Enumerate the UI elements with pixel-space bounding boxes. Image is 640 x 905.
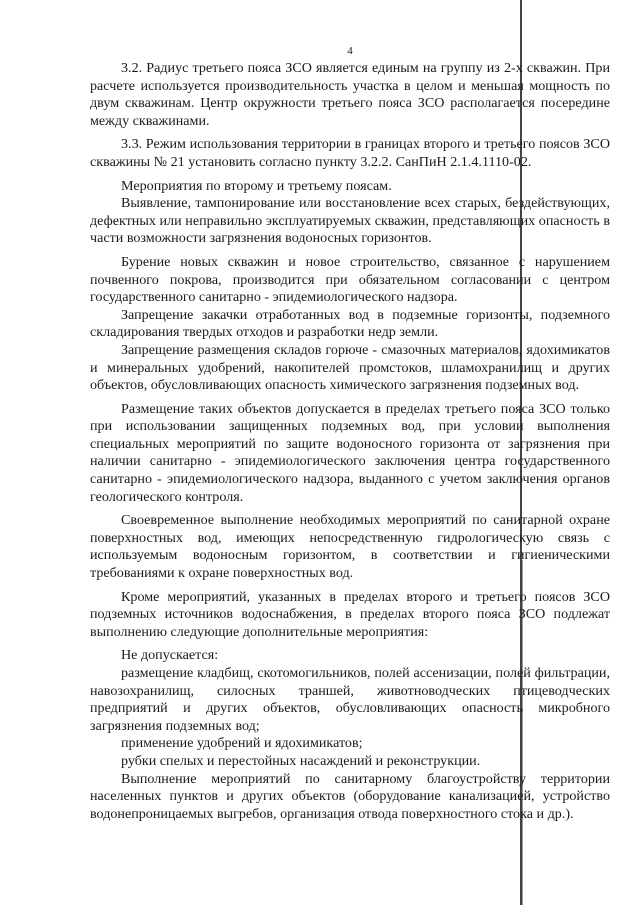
paragraph-3-3: 3.3. Режим использования территории в границах второго и третьего поясов ЗСО скважины № 21 установить согласно пункту 3.2.2. СанПиН 2.1.4.1110-02. [90,136,610,170]
paragraph-third-belt-objects: Размещение таких объектов допускается в пределах третьего пояса ЗСО только при использовании защищенных подземных вод, при условии выполнения специальных мероприятий по защите водоносного горизонта от загрязнения при наличии санитарно - эпидемиологического заключения центра государственного санитарно - эпидемиологического надзора, выданного с учетом заключения органов геологического контроля. [90,400,610,505]
paragraph-improvement: Выполнение мероприятий по санитарному благоустройству территории населенных пунктов и других объектов (оборудование канализацией, устройство водонепроницаемых выгребов, организация отвода поверхностного стока и др.). [90,770,610,822]
paragraph-injection-ban: Запрещение закачки отработанных вод в подземные горизонты, подземного складирования твердых отходов и разработки недр земли. [90,306,610,341]
paragraph-surface-water: Своевременное выполнение необходимых мероприятий по санитарной охране поверхностных вод, имеющих непосредственную гидрологическую связь с используемым водоносным горизонтом, в соответствии и гигиеническими требованиями к охране поверхностных вод. [90,512,610,582]
paragraph-3-2: 3.2. Радиус третьего пояса ЗСО является единым на группу из 2-х скважин. При расчете используется производительность участка в целом и меньшая мощность по двум скважинам. Центр окружности третьего пояса ЗСО располагается посередине между скважинами. [90,60,610,129]
paragraph-additional-measures: Кроме мероприятий, указанных в пределах второго и третьего поясов ЗСО подземных источников водоснабжения, в пределах второго пояса ЗСО подлежат выполнению следующие дополнительные мероприятия: [90,588,610,640]
paragraph-not-allowed: Не допускается: [121,647,219,664]
paragraph-wells-plugging: Выявление, тампонирование или восстановление всех старых, бездействующих, дефектных или неправильно эксплуатируемых скважин, представляющих опасность в части возможности загрязнения водоносных горизонтов. [90,195,610,247]
paragraph-placement-list: размещение кладбищ, скотомогильников, полей ассенизации, полей фильтрации, навозохранилищ, силосных траншей, животноводческих птицеводческих предприятий и других объектов, обусловливающих опасность микробного загрязнения подземных вод; [90,665,610,734]
paragraph-fertilizers: применение удобрений и ядохимикатов; [121,735,363,752]
paragraph-drilling: Бурение новых скважин и новое строительство, связанное с нарушением почвенного покрова, производится при обязательном согласовании с центром государственного санитарно - эпидемиологического надзора. [90,253,610,306]
paragraph-storage-ban: Запрещение размещения складов горюче - смазочных материалов, ядохимикатов и минеральных удобрений, накопителей промстоков, шламохранилищ и других объектов, обусловливающих опасность химического загрязнения подземных вод. [90,341,610,394]
paragraph-measures-heading: Мероприятия по второму и третьему поясам. [121,177,392,194]
document-body [90,60,610,823]
paragraph-logging: рубки спелых и перестойных насаждений и реконструкции. [121,752,481,769]
page-number: 4 [347,45,353,57]
